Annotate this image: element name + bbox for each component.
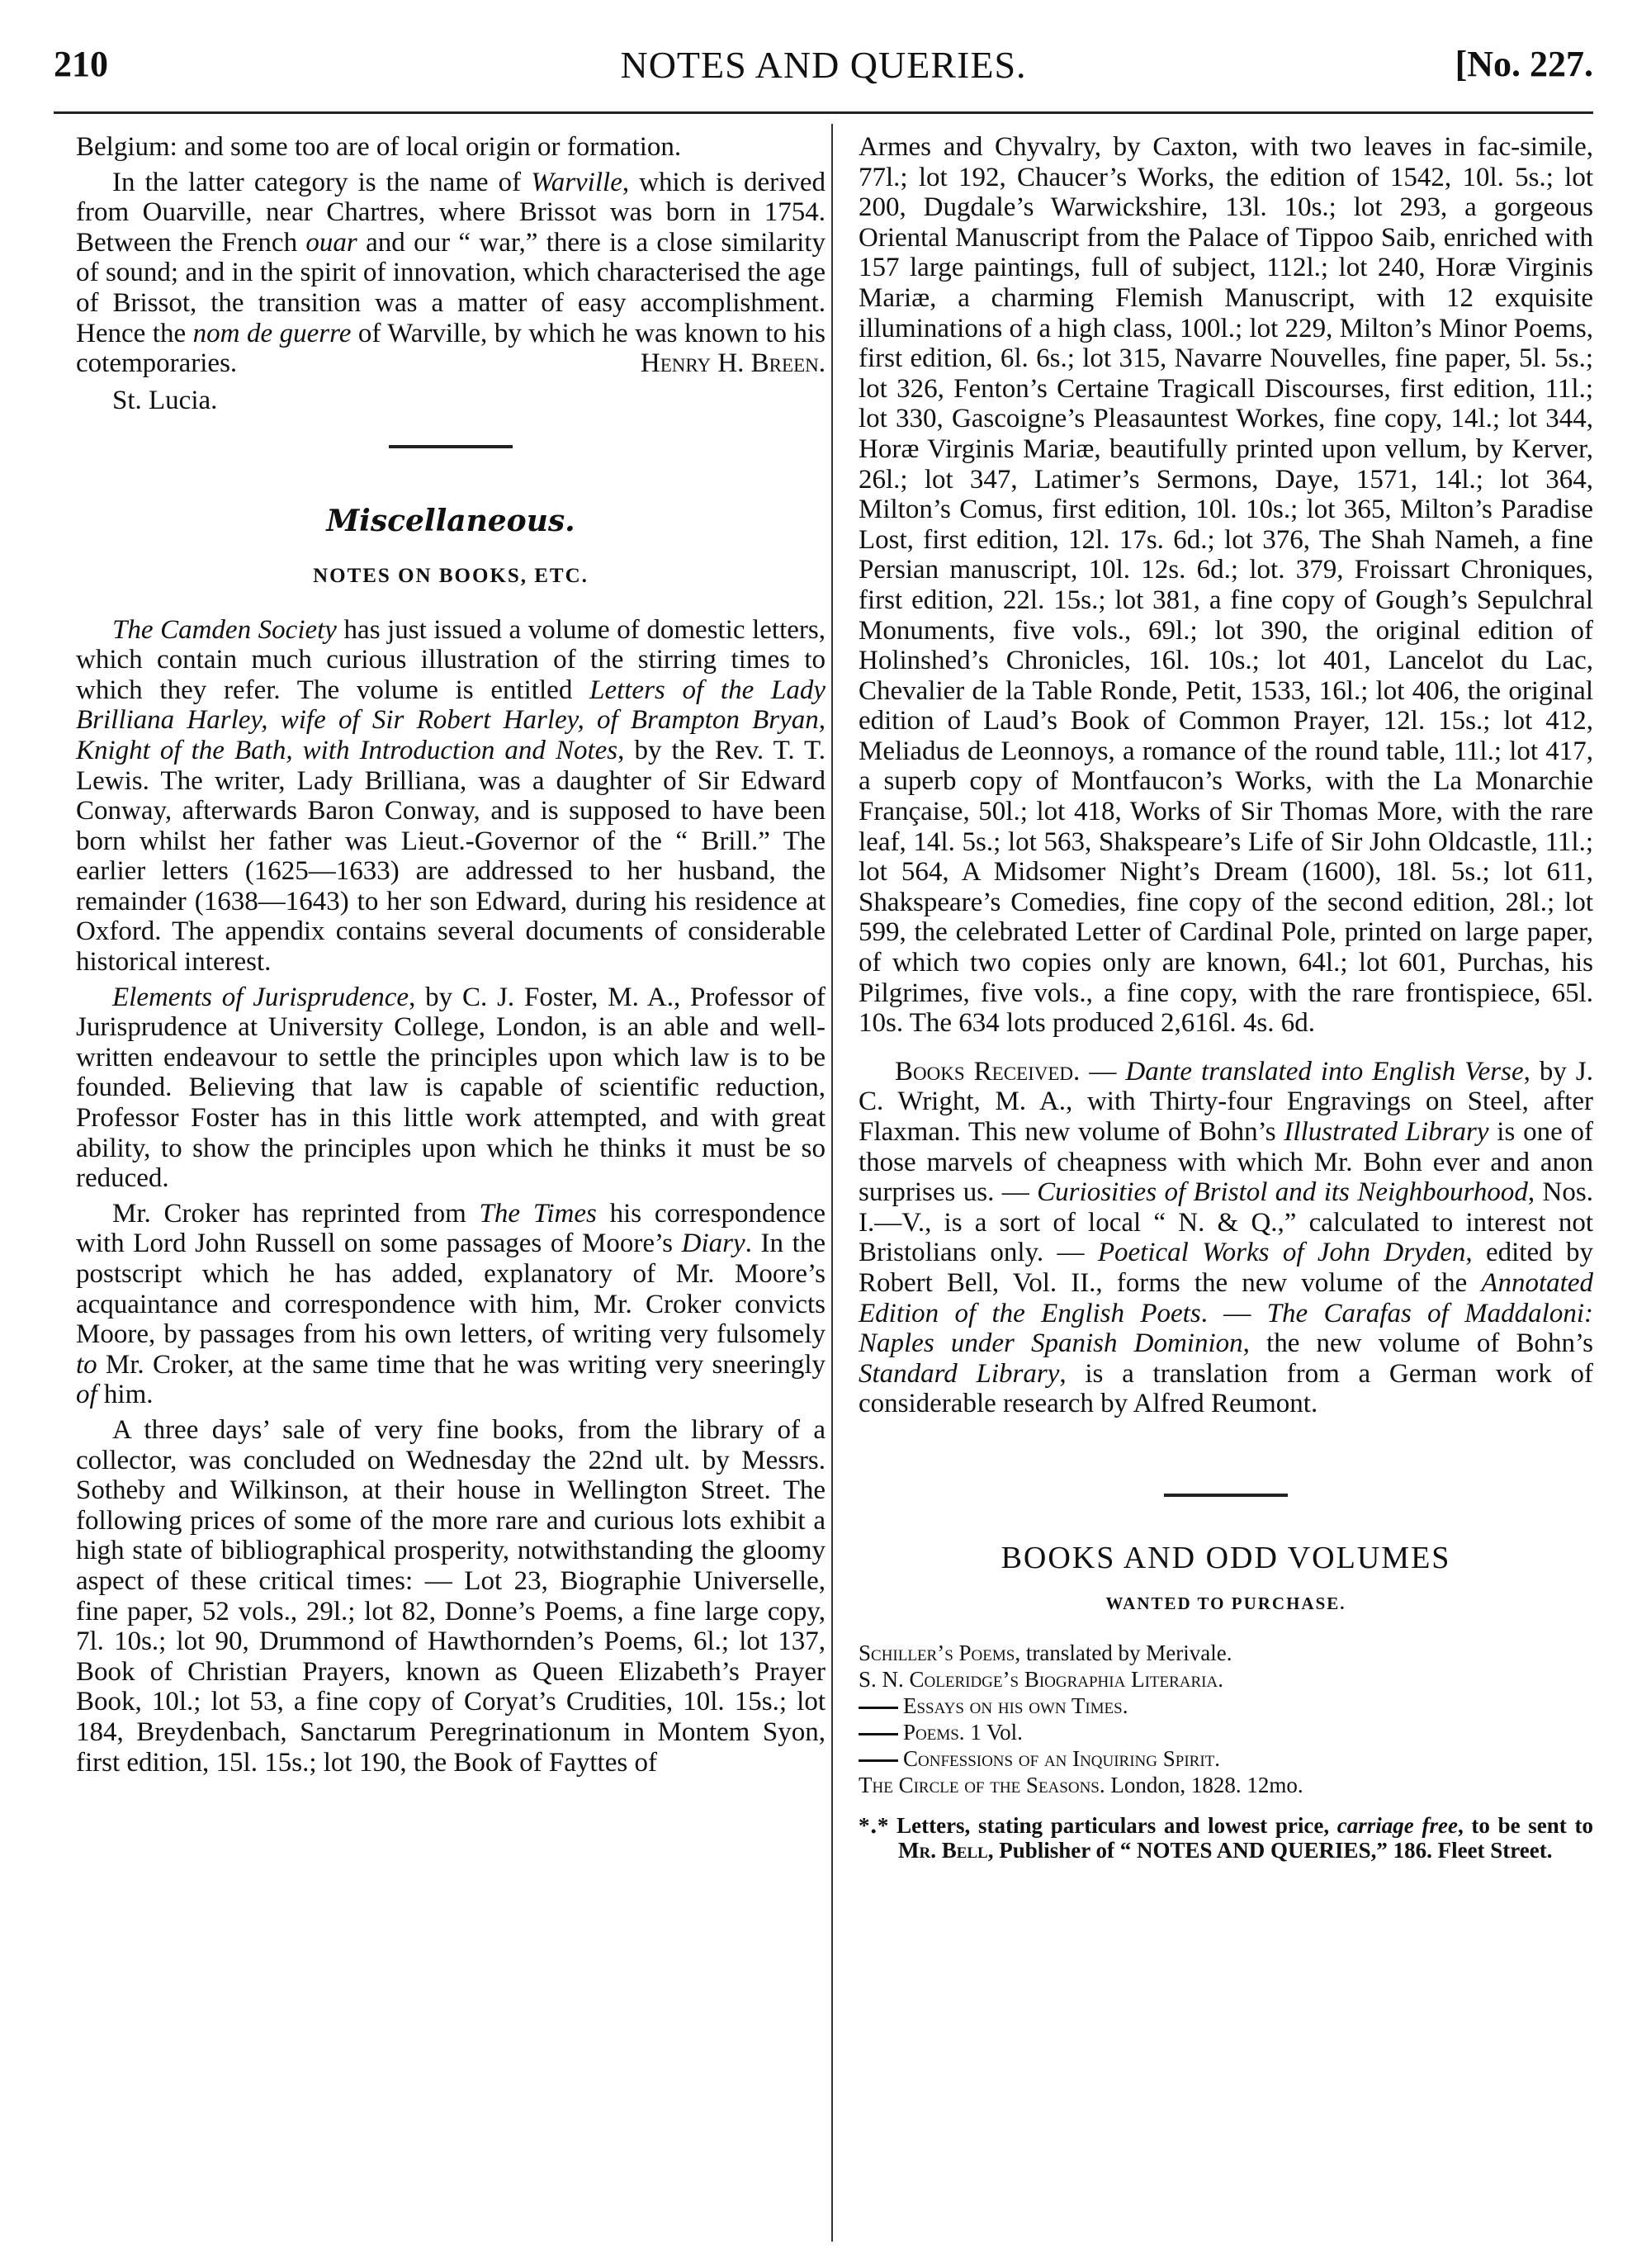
text: Mr. Croker has reprinted from [112, 1198, 480, 1229]
wanted-item [859, 1640, 1593, 1666]
section-heading-books-and-odd-volumes: BOOKS AND ODD VOLUMES [1001, 1540, 1451, 1575]
italic-text: ouar [305, 227, 357, 258]
item-title: Confessions of an Inquiring Spirit. [903, 1746, 1221, 1772]
ditto-dash [859, 1759, 898, 1762]
left-column [76, 132, 826, 1778]
item-title: The Circle of the Seasons. [859, 1773, 1105, 1798]
italic-text: Diary [681, 1229, 745, 1259]
text: — [1080, 1056, 1126, 1087]
section-rule [389, 445, 513, 448]
paragraph-books-received [859, 1057, 1593, 1419]
wanted-list [859, 1640, 1593, 1798]
paragraph-jurisprudence [76, 982, 826, 1194]
italic-text: carriage free [1336, 1813, 1458, 1839]
publication-title: NOTES AND QUERIES. [620, 44, 1027, 86]
section-heading-miscellaneous: Miscellaneous. [326, 504, 575, 539]
issue-number: [No. 227. [1455, 44, 1593, 84]
text: of Warville, by which he was known to his cotemporaries. [76, 318, 826, 379]
paragraph-belgium: Belgium: and some too are of local origin or formation. [76, 132, 682, 162]
text: has just issued a volume of domestic letters, which contain much curious illustration of the stirring times to which they refer. The volume is entitled [76, 614, 826, 705]
section-rule [1164, 1494, 1288, 1497]
italic-text: Annotated Edition of the English Poets [859, 1267, 1593, 1328]
text: Mr. Croker, at the same time that he was writing very sneeringly [97, 1349, 826, 1380]
text: , by the Rev. T. T. Lewis. The writer, Lady Brilliana, was a daughter of Sir Edward Conway, afterwards Baron Conway, and is supposed to have been born whilst her father was Lieut.-Governor of the “ Brill.” The earlier letters (1625—1633) are addressed to her husband, the remainder (1638—1643) to her son Edward, during his residence at Oxford. The appendix contains several documents of considerable historical interest. [76, 735, 826, 978]
ditto-dash [859, 1707, 898, 1709]
subheading-wanted-to-purchase: WANTED TO PURCHASE. [1105, 1593, 1346, 1613]
item-title: Poems. [903, 1720, 965, 1745]
header-rule [54, 111, 1593, 114]
text: , which is derived from Ouarville, near Chartres, where Brissot was born in 1754. Between the French [76, 167, 826, 258]
ditto-dash [859, 1733, 898, 1735]
text: , edited by Robert Bell, Vol. II., forms the new volume of the [859, 1238, 1593, 1298]
text: . In the postscript which he has added, explanatory of Mr. Moore’s acquaintance and correspondence with him, Mr. Croker convicts Moore, by passages from his own letters, of writing very fulsomely [76, 1229, 826, 1350]
books-received-label: Books Received. [895, 1056, 1081, 1087]
right-column [859, 132, 1593, 1863]
column-divider [831, 124, 833, 2242]
text: , to be sent to [1457, 1813, 1593, 1839]
italic-text: Warville [531, 167, 622, 197]
italic-text: The Times [479, 1198, 597, 1229]
text: , Publisher of “ NOTES AND QUERIES,” 186. Fleet Street. [987, 1838, 1553, 1863]
text: him. [97, 1380, 154, 1410]
italic-text: The Camden Society [112, 614, 337, 645]
italic-text: Dante translated into English Verse [1125, 1056, 1524, 1087]
place-line: St. Lucia. [112, 385, 218, 415]
paragraph-camden [76, 615, 826, 978]
item-title: Schiller’s Poems [859, 1641, 1015, 1666]
text: , Nos. I.—V., is a sort of local “ N. & Q.,” calculated to interest not Bristolians only. — [859, 1177, 1593, 1268]
italic-text: Illustrated Library [1284, 1117, 1489, 1147]
author-signature: Henry H. Breen. [640, 348, 826, 379]
italic-text: Poetical Works of John Dryden [1097, 1238, 1466, 1268]
italic-text: to [76, 1349, 97, 1380]
paragraph-book-sale-continued: Armes and Chyvalry, by Caxton, with two leaves in fac-simile, 77l.; lot 192, Chaucer’s Works, the edition of 1542, 10l. 5s.; lot 200, Dugdale’s Warwickshire, 13l. 10s.; lot 293, a gorgeous Oriental Manuscript from the Palace of Tippoo Saib, enriched with 157 large paintings, full of subject, 112l.; lot 240, Horæ Virginis Mariæ, a charming Flemish Manuscript, with 12 exquisite illuminations of a high class, 100l.; lot 229, Milton’s Minor Poems, first edition, 6l. 6s.; lot 315, Navarre Nouvelles, fine paper, 5l. 5s.; lot 326, Fenton’s Certaine Tragicall Discourses, first edition, 11l.; lot 330, Gascoigne’s Pleasauntest Workes, fine copy, 14l.; lot 344, Horæ Virginis Mariæ, beautifully printed upon vellum, by Kerver, 26l.; lot 347, Latimer’s Sermons, Daye, 1571, 14l.; lot 364, Milton’s Comus, first edition, 10l. 10s.; lot 365, Milton’s Paradise Lost, first edition, 12l. 17s. 6d.; lot 376, The Shah Nameh, a fine Persian manuscript, 10l. 12s. 6d.; lot. 379, Froissart Chroniques, first edition, 22l. 15s.; lot 381, a fine copy of Gough’s Sepulchral Monuments, five vols., 69l.; lot 390, the original edition of Holinshed’s Chronicles, 16l. 10s.; lot 401, Lancelot du Lac, Chevalier de la Table Ronde, Petit, 1533, 16l.; lot 406, the original edition of Laud’s Book of Common Prayer, 12l. 15s.; lot 412, Meliadus de Leonnoys, a romance of the round table, 11l.; lot 417, a superb copy of Montfaucon’s Works, with the La Monarchie Française, 50l.; lot 418, Works of Sir Thomas More, with the rare leaf, 14l. 5s.; lot 563, Shakspeare’s Life of Sir John Oldcastle, 11l.; lot 564, A Midsomer Night’s Dream (1600), 18l. 5s.; lot 611, Shakspeare’s Comedies, fine copy of the second edition, 28l.; lot 599, the celebrated Letter of Cardinal Pole, printed on large paper, of which two copies only are known, 64l.; lot 601, Purchas, his Pilgrimes, five vols., a fine copy, with the rare frontispiece, 65l. 10s. The 634 lots produced 2,616l. 4s. 6d. [859, 132, 1593, 1039]
text: , is a translation from a German work of considerable research by Alfred Reumont. [859, 1358, 1593, 1419]
page-number: 210 [54, 44, 108, 84]
paragraph-warville [76, 168, 826, 379]
item-detail: London, 1828. 12mo. [1105, 1773, 1303, 1798]
wanted-item [859, 1745, 1593, 1772]
italic-text: Letters of the Lady Brilliana Harley, wife of Sir Robert Harley, of Brampton Bryan, Knight of the Bath, with Introduction and Notes [76, 675, 826, 765]
text: , the new volume of Bohn’s [1242, 1328, 1593, 1359]
asterism-icon: *․* [859, 1813, 897, 1839]
wanted-item [859, 1693, 1593, 1719]
italic-text: Standard Library [859, 1358, 1060, 1389]
text: and our “ war,” there is a close similarity of sound; and in the spirit of innovation, which characterised the age of Brissot, the transition was a matter of easy accomplishment. Hence the [76, 227, 826, 348]
subheading-notes-on-books: NOTES ON BOOKS, ETC. [313, 564, 589, 587]
item-detail: , translated by Merivale. [1015, 1641, 1232, 1666]
text: . — [1200, 1298, 1267, 1328]
text: In the latter category is the name of [112, 167, 532, 197]
publisher-notice [859, 1813, 1593, 1863]
wanted-item [859, 1772, 1593, 1798]
item-title: Essays on his own Times. [903, 1693, 1128, 1719]
wanted-item [859, 1666, 1593, 1693]
paragraph-croker [76, 1199, 826, 1410]
item-title: S. N. Coleridge’s Biographia Literaria. [859, 1667, 1223, 1693]
text: is one of those marvels of cheapness with which Mr. Bohn ever and anon surprises us. — [859, 1117, 1593, 1208]
text: , by C. J. Foster, M. A., Professor of Jurisprudence at University College, London, is an able and well-written endeavour to settle the principles upon which law is to be founded. Believing that law is capable of scientific reduction, Professor Foster has in this little work attempted, and with great ability, to show the principles upon which he thinks it must be so reduced. [76, 982, 826, 1194]
text: Letters, stating particulars and lowest price, [896, 1813, 1337, 1839]
text: , by J. C. Wright, M. A., with Thirty-four Engravings on Steel, after Flaxman. This new volume of Bohn’s [859, 1056, 1594, 1147]
text: his correspondence with Lord John Russell on some passages of Moore’s [76, 1198, 826, 1259]
italic-text: of [76, 1380, 97, 1410]
italic-text: The Carafas of Maddaloni: Naples under Spanish Dominion [859, 1298, 1593, 1359]
italic-text: nom de guerre [192, 318, 352, 348]
paragraph-book-sale: A three days’ sale of very fine books, from the library of a collector, was concluded on Wednesday the 22nd ult. by Messrs. Sotheby and Wilkinson, at their house in Wellington Street. The following prices of some of the more rare and curious lots exhibit a high state of bibliographical prosperity, notwithstanding the gloomy aspect of these critical times: — Lot 23, Biographie Universelle, fine paper, 52 vols., 29l.; lot 82, Donne’s Poems, a fine large copy, 7l. 10s.; lot 90, Drummond of Hawthornden’s Poems, 6l.; lot 137, Book of Christian Prayers, known as Queen Elizabeth’s Prayer Book, 10l.; lot 53, a fine copy of Coryat’s Crudities, 10l. 15s.; lot 184, Breydenbach, Sanctarum Peregrinationum in Montem Syon, first edition, 15l. 15s.; lot 190, the Book of Fayttes of [76, 1414, 826, 1778]
publisher-name: Mr. Bell [898, 1838, 988, 1863]
item-detail: 1 Vol. [964, 1720, 1023, 1745]
italic-text: Curiosities of Bristol and its Neighbourhood [1037, 1177, 1528, 1208]
wanted-item [859, 1719, 1593, 1745]
page-header [54, 43, 1593, 92]
italic-text: Elements of Jurisprudence [112, 982, 409, 1012]
